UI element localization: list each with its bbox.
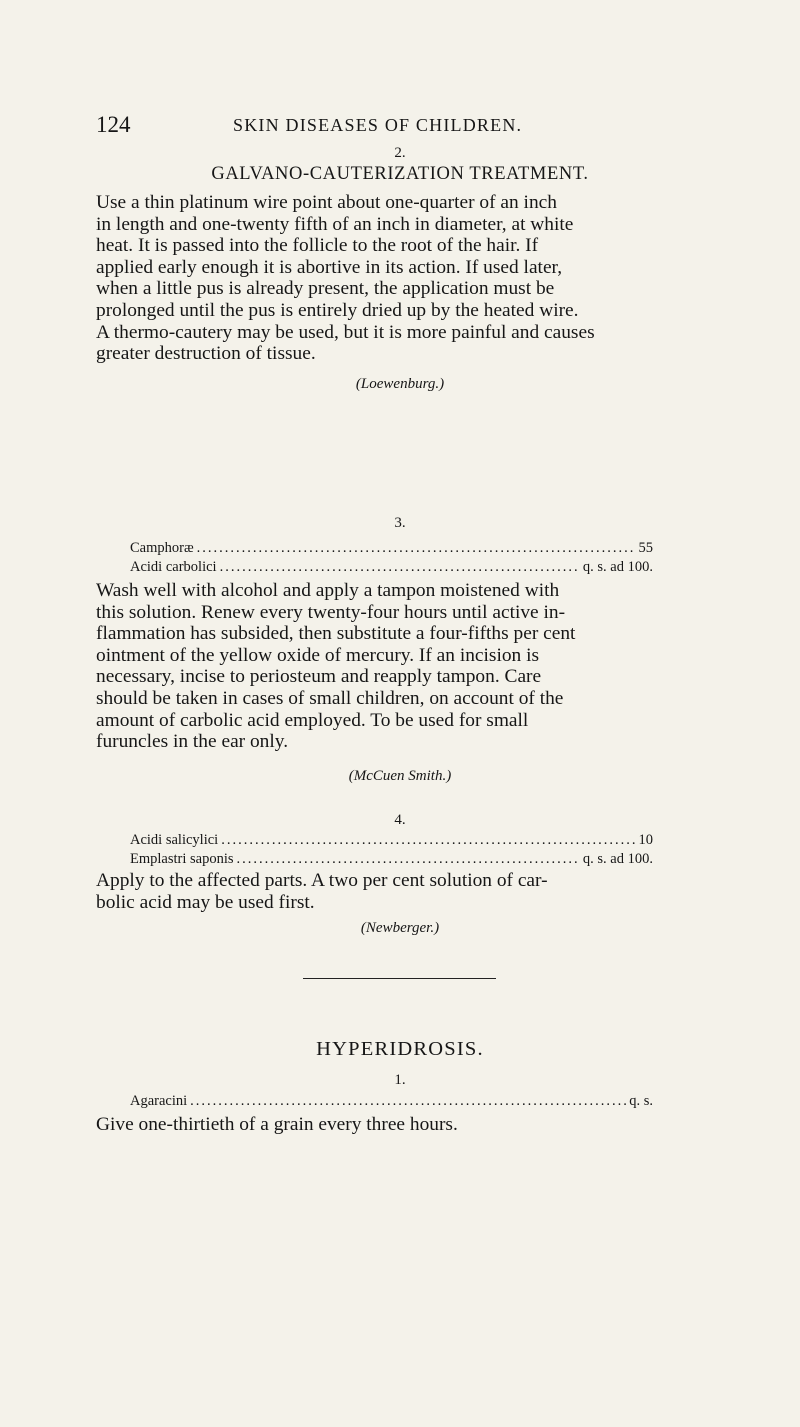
prescription-line xyxy=(130,1093,653,1110)
text-line: necessary, incise to periosteum and reapply tampon. Care xyxy=(96,666,542,688)
prescription-line xyxy=(130,540,653,557)
author-citation: (McCuen Smith.) xyxy=(348,768,452,784)
text-line: bolic acid may be used first. xyxy=(96,891,315,913)
paragraph xyxy=(96,870,678,913)
text-line: applied early enough it is abortive in its action. If used later, xyxy=(96,256,563,278)
text-line: Wash well with alcohol and apply a tampon moistened with xyxy=(96,580,560,601)
leader-dots xyxy=(221,832,635,849)
text-line: greater destruction of tissue. xyxy=(96,343,316,365)
section-divider xyxy=(303,978,496,979)
ingredient-name: Acidi salicylici xyxy=(130,832,219,848)
paragraph xyxy=(96,192,678,365)
chapter-heading: HYPERIDROSIS. xyxy=(316,1038,484,1060)
running-title: SKIN DISEASES OF CHILDREN. xyxy=(233,115,523,135)
text-line: Use a thin platinum wire point about one-quarter of an inch xyxy=(96,192,557,213)
text-line: when a little pus is already present, the application must be xyxy=(96,278,555,300)
section-number: 3. xyxy=(394,515,406,531)
ingredient-amount: 10 xyxy=(638,832,653,848)
leader-dots xyxy=(220,559,580,576)
text-line: A thermo-cautery may be used, but it is more painful and causes xyxy=(96,321,595,343)
ingredient-amount: q. s. ad 100. xyxy=(582,851,653,867)
paragraph xyxy=(96,580,678,753)
text-line: furuncles in the ear only. xyxy=(96,731,289,753)
author-citation: (Loewenburg.) xyxy=(355,376,445,392)
text-line: heat. It is passed into the follicle to the root of the hair. If xyxy=(96,235,539,257)
ingredient-name: Agaracini xyxy=(130,1093,188,1109)
prescription-line xyxy=(130,851,653,868)
ingredient-amount: 55 xyxy=(638,540,653,556)
section-number: 2. xyxy=(394,145,406,161)
ingredient-name: Camphoræ xyxy=(130,540,194,556)
leader-dots xyxy=(190,1093,626,1110)
text-line: flammation has subsided, then substitute a four-fifths per cent xyxy=(96,623,576,645)
text-line: prolonged until the pus is entirely dried up by the heated wire. xyxy=(96,299,579,321)
section-heading: GALVANO-CAUTERIZATION TREATMENT. xyxy=(211,164,589,184)
text-line: amount of carbolic acid employed. To be used for small xyxy=(96,709,529,731)
paragraph xyxy=(96,1114,678,1136)
text-line: Apply to the affected parts. A two per cent solution of car- xyxy=(96,870,548,891)
text-line: in length and one-twenty fifth of an inch in diameter, at white xyxy=(96,213,574,235)
prescription-line xyxy=(130,559,653,576)
leader-dots xyxy=(197,540,636,557)
section-number: 4. xyxy=(394,812,406,828)
text-line: this solution. Renew every twenty-four hours until active in- xyxy=(96,601,566,623)
text-line: Give one-thirtieth of a grain every three hours. xyxy=(96,1114,458,1135)
page-number: 124 xyxy=(96,112,131,137)
text-line: should be taken in cases of small children, on account of the xyxy=(96,687,564,709)
text-line: ointment of the yellow oxide of mercury. If an incision is xyxy=(96,644,540,666)
running-head xyxy=(96,112,716,142)
author-citation: (Newberger.) xyxy=(360,920,440,936)
ingredient-amount: q. s. ad 100. xyxy=(582,559,653,575)
prescription-line xyxy=(130,832,653,849)
ingredient-amount: q. s. xyxy=(629,1093,653,1109)
ingredient-name: Emplastri saponis xyxy=(130,851,234,867)
section-number: 1. xyxy=(394,1072,406,1088)
ingredient-name: Acidi carbolici xyxy=(130,559,217,575)
leader-dots xyxy=(237,851,580,868)
